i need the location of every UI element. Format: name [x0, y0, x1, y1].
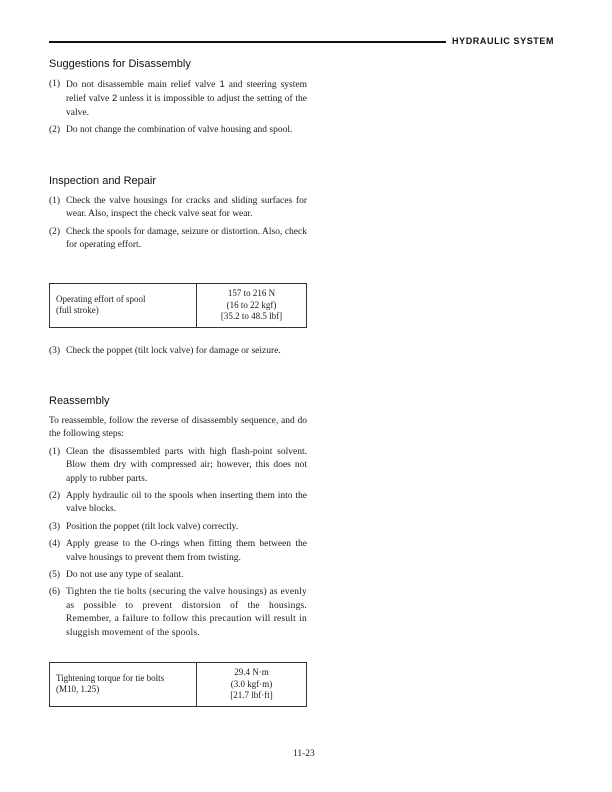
item-text: Apply hydraulic oil to the spools when inserting them into the valve blocks. — [66, 491, 307, 515]
section-header-title: HYDRAULIC SYSTEM — [452, 36, 555, 46]
list-item — [49, 345, 307, 358]
item-text: Do not use any type of sealant. — [66, 570, 184, 581]
table-cell-value: 29.4 N·m (3.0 kgf·m) [21.7 lbf·ft] — [197, 663, 307, 707]
item-text: Check the spools for damage, seizure or distortion. Also, check for operating effort. — [66, 226, 307, 251]
list-item — [49, 569, 307, 582]
inspection-item-3-wrap — [49, 345, 307, 362]
reassembly-intro: To reassemble, follow the reverse of disassembly sequence, and do the following steps: — [49, 416, 307, 440]
disassembly-heading: Suggestions for Disassembly — [49, 58, 191, 70]
item-number: (1) — [49, 446, 61, 457]
item-text: Position the poppet (tilt lock valve) correctly. — [66, 521, 239, 532]
disassembly-section — [49, 58, 307, 142]
page-number: 11-23 — [293, 749, 315, 759]
item-text: Do not change the combination of valve housing and spool. — [66, 125, 293, 136]
list-item — [49, 226, 307, 253]
reassembly-section — [49, 395, 307, 644]
operating-effort-table — [49, 283, 307, 328]
torque-table — [49, 662, 307, 707]
list-item — [49, 195, 307, 222]
inspection-section — [49, 175, 307, 257]
table-row — [50, 663, 307, 707]
list-item — [49, 521, 307, 534]
table-cell-label: Tightening torque for tie bolts (M10, 1.25) — [50, 663, 197, 707]
item-number: (5) — [49, 570, 61, 581]
list-item — [49, 124, 307, 137]
item-text: Do not disassemble main relief valve 1 and steering system relief valve 2 unless it is impossible to adjust the setting of the valve. — [66, 79, 307, 118]
item-text: Apply grease to the O-rings when fitting them between the valve housings to prevent them from twisting. — [66, 539, 307, 563]
list-item — [49, 490, 307, 517]
item-text: Clean the disassembled parts with high flash-point solvent. Blow them dry with compressed air; however, this does not apply to rubber parts. — [66, 446, 307, 484]
list-item — [49, 446, 307, 486]
item-number: (2) — [49, 226, 61, 237]
list-item — [49, 78, 307, 120]
item-number: (2) — [49, 491, 61, 502]
item-text: Check the valve housings for cracks and sliding surfaces for wear. Also, inspect the check valve seat for wear. — [66, 196, 307, 220]
item-number: (1) — [49, 79, 61, 89]
table-cell-label: Operating effort of spool (full stroke) — [50, 284, 197, 328]
table-cell-value: 157 to 216 N (16 to 22 kgf) [35.2 to 48.5 lbf] — [197, 284, 307, 328]
reassembly-heading: Reassembly — [49, 395, 110, 407]
item-number: (3) — [49, 521, 61, 532]
callout-number: 2 — [111, 93, 118, 105]
item-text: Check the poppet (tilt lock valve) for damage or seizure. — [66, 346, 281, 356]
item-number: (3) — [49, 346, 61, 356]
item-number: (2) — [49, 125, 61, 136]
callout-number: 1 — [219, 79, 225, 90]
torque-table-wrap — [49, 662, 307, 707]
header-rule — [49, 41, 446, 43]
list-item — [49, 586, 307, 640]
inspection-heading: Inspection and Repair — [49, 175, 157, 187]
item-number: (6) — [49, 587, 61, 598]
item-text: Tighten the tie bolts (securing the valve housings) as evenly as possible to prevent distorsion of the housings. Remember, a failure to follow this precaution will result in sluggish movement of the spools. — [66, 587, 307, 638]
list-item — [49, 538, 307, 565]
operating-effort-table-wrap — [49, 283, 307, 328]
item-number: (1) — [49, 196, 61, 206]
item-number: (4) — [49, 539, 61, 550]
table-row — [50, 284, 307, 328]
